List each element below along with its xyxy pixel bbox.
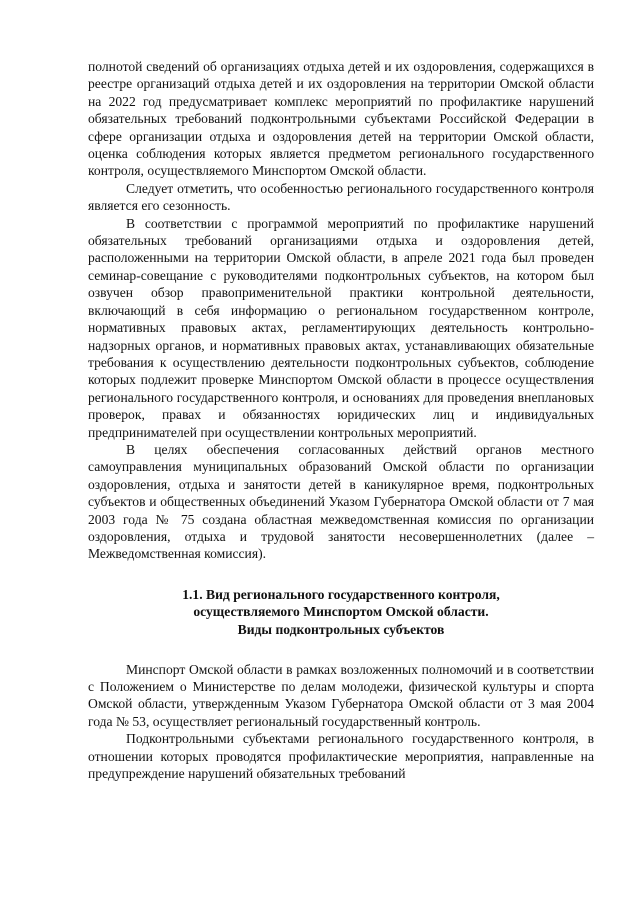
paragraph-6: Подконтрольными субъектами регионального государственного контроля, в отношении которых проводятся профилактические мероприятия, направленные на предупреждение нарушений обязательных требований — [88, 731, 594, 781]
document-page — [88, 58, 594, 782]
section-heading — [88, 586, 594, 639]
paragraph-5: Минспорт Омской области в рамках возложенных полномочий и в соответствии с Положением о Министерстве по делам молодежи, физической культуры и спорта Омской области, утвержденным Указом Губернатора Омской области от 3 мая 2004 года № 53, осуществляет региональный государственный контроль. — [88, 661, 594, 729]
section-heading-line-3: Виды подконтрольных субъектов — [237, 621, 445, 637]
paragraph-1: полнотой сведений об организациях отдыха детей и их оздоровления, содержащихся в реестре организаций отдыха детей и их оздоровления на территории Омской области на 2022 год предусматривает комплекс мероприятий по профилактике нарушений обязательных требований подконтрольными субъектами Российской Федерации в сфере организации отдыха и оздоровления детей на территории Омской области, оценка соблюдения которых является предметом регионального государственного контроля, осуществляемого Минспортом Омской области. — [88, 59, 594, 179]
section-heading-line-2: осуществляемого Минспортом Омской области. — [193, 604, 489, 620]
paragraph-3: В соответствии с программой мероприятий по профилактике нарушений обязательных требований организациями отдыха и оздоровления детей, расположенными на территории Омской области, в апреле 2021 года был проведен семинар-совещание с руководителями подконтрольных субъектов, на котором был озвучен обзор правоприменительной практики контрольной деятельности, включающий в себя информацию о региональном государственном контроле, нормативных правовых актах, регламентирующих деятельность контрольно-надзорных органов, и нормативных правовых актах, устанавливающих обязательные требования к осуществлению деятельности подконтрольных субъектов, соблюдение которых подлежит проверке Минспортом Омской области в процессе осуществления регионального государственного контроля, и основаниях для проведения внеплановых проверок, правах и обязанностях юридических лиц и индивидуальных предпринимателей при осуществлении контрольных мероприятий. — [88, 215, 594, 440]
paragraph-4: В целях обеспечения согласованных действий органов местного самоуправления муниципальных образований Омской области по организации оздоровления, отдыха и занятости детей в каникулярное время, подконтрольных субъектов и общественных объединений Указом Губернатора Омской области от 7 мая 2003 года № 75 создана областная межведомственная комиссия по организации оздоровления, отдыха и трудовой занятости несовершеннолетних (далее – Межведомственная комиссия). — [88, 441, 594, 562]
paragraph-2: Следует отметить, что особенностью регионального государственного контроля является его сезонность. — [88, 180, 594, 214]
section-heading-line-1: 1.1. Вид регионального государственного контроля, — [182, 586, 500, 602]
